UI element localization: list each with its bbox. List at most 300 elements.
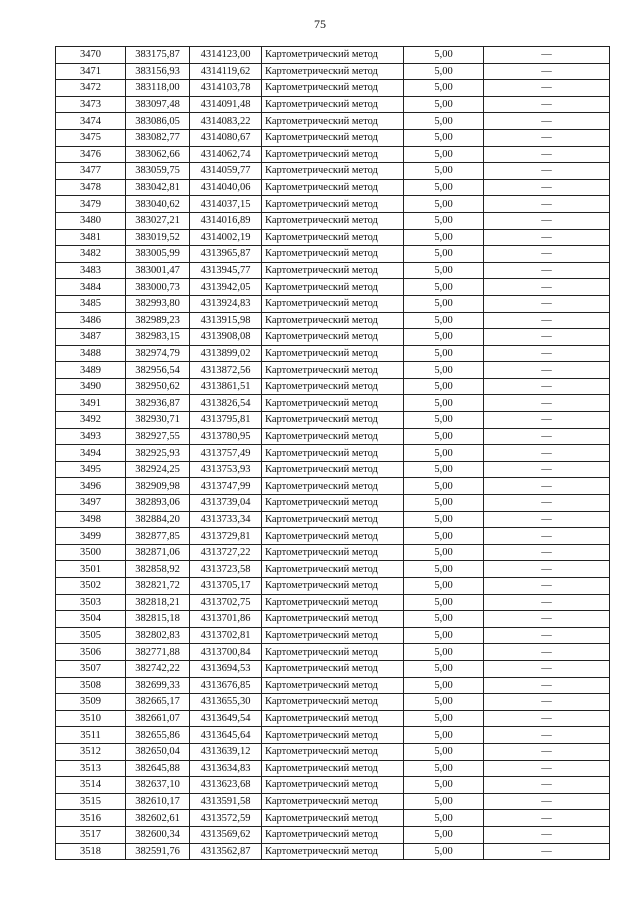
note-cell: — (484, 760, 610, 777)
x-coordinate-cell: 383005,99 (126, 246, 190, 263)
accuracy-cell: 5,00 (404, 578, 484, 595)
point-number-cell: 3478 (56, 179, 126, 196)
y-coordinate-cell: 4313965,87 (190, 246, 262, 263)
accuracy-cell: 5,00 (404, 212, 484, 229)
point-number-cell: 3502 (56, 578, 126, 595)
x-coordinate-cell: 382936,87 (126, 395, 190, 412)
table-row (56, 246, 610, 263)
note-cell: — (484, 710, 610, 727)
x-coordinate-cell: 382637,10 (126, 777, 190, 794)
y-coordinate-cell: 4313649,54 (190, 710, 262, 727)
y-coordinate-cell: 4313645,64 (190, 727, 262, 744)
x-coordinate-cell: 382699,33 (126, 677, 190, 694)
table-row (56, 544, 610, 561)
y-coordinate-cell: 4314083,22 (190, 113, 262, 130)
note-cell: — (484, 96, 610, 113)
x-coordinate-cell: 382974,79 (126, 345, 190, 362)
accuracy-cell: 5,00 (404, 163, 484, 180)
y-coordinate-cell: 4314062,74 (190, 146, 262, 163)
point-number-cell: 3479 (56, 196, 126, 213)
x-coordinate-cell: 382742,22 (126, 660, 190, 677)
accuracy-cell: 5,00 (404, 329, 484, 346)
table-row (56, 146, 610, 163)
accuracy-cell: 5,00 (404, 511, 484, 528)
point-number-cell: 3508 (56, 677, 126, 694)
method-cell: Картометрический метод (262, 412, 404, 429)
x-coordinate-cell: 383097,48 (126, 96, 190, 113)
y-coordinate-cell: 4313924,83 (190, 295, 262, 312)
accuracy-cell: 5,00 (404, 262, 484, 279)
point-number-cell: 3485 (56, 295, 126, 312)
point-number-cell: 3484 (56, 279, 126, 296)
method-cell: Картометрический метод (262, 694, 404, 711)
accuracy-cell: 5,00 (404, 495, 484, 512)
note-cell: — (484, 395, 610, 412)
method-cell: Картометрический метод (262, 660, 404, 677)
method-cell: Картометрический метод (262, 793, 404, 810)
method-cell: Картометрический метод (262, 63, 404, 80)
point-number-cell: 3509 (56, 694, 126, 711)
method-cell: Картометрический метод (262, 345, 404, 362)
x-coordinate-cell: 383175,87 (126, 47, 190, 64)
note-cell: — (484, 677, 610, 694)
point-number-cell: 3498 (56, 511, 126, 528)
x-coordinate-cell: 382924,25 (126, 461, 190, 478)
method-cell: Картометрический метод (262, 378, 404, 395)
y-coordinate-cell: 4314103,78 (190, 80, 262, 97)
accuracy-cell: 5,00 (404, 544, 484, 561)
method-cell: Картометрический метод (262, 743, 404, 760)
point-number-cell: 3504 (56, 611, 126, 628)
method-cell: Картометрический метод (262, 212, 404, 229)
method-cell: Картометрический метод (262, 129, 404, 146)
note-cell: — (484, 329, 610, 346)
table-row (56, 511, 610, 528)
x-coordinate-cell: 382993,80 (126, 295, 190, 312)
accuracy-cell: 5,00 (404, 312, 484, 329)
point-number-cell: 3516 (56, 810, 126, 827)
x-coordinate-cell: 382930,71 (126, 412, 190, 429)
note-cell: — (484, 196, 610, 213)
point-number-cell: 3476 (56, 146, 126, 163)
accuracy-cell: 5,00 (404, 644, 484, 661)
table-row (56, 295, 610, 312)
note-cell: — (484, 312, 610, 329)
note-cell: — (484, 445, 610, 462)
accuracy-cell: 5,00 (404, 743, 484, 760)
method-cell: Картометрический метод (262, 96, 404, 113)
x-coordinate-cell: 383062,66 (126, 146, 190, 163)
accuracy-cell: 5,00 (404, 445, 484, 462)
accuracy-cell: 5,00 (404, 777, 484, 794)
y-coordinate-cell: 4313562,87 (190, 843, 262, 860)
y-coordinate-cell: 4313639,12 (190, 743, 262, 760)
note-cell: — (484, 80, 610, 97)
table-row (56, 561, 610, 578)
accuracy-cell: 5,00 (404, 677, 484, 694)
point-number-cell: 3477 (56, 163, 126, 180)
method-cell: Картометрический метод (262, 246, 404, 263)
note-cell: — (484, 594, 610, 611)
table-row (56, 495, 610, 512)
note-cell: — (484, 113, 610, 130)
note-cell: — (484, 694, 610, 711)
table-row (56, 710, 610, 727)
method-cell: Картометрический метод (262, 644, 404, 661)
method-cell: Картометрический метод (262, 163, 404, 180)
table-row (56, 445, 610, 462)
accuracy-cell: 5,00 (404, 229, 484, 246)
point-number-cell: 3482 (56, 246, 126, 263)
point-number-cell: 3496 (56, 478, 126, 495)
y-coordinate-cell: 4313753,93 (190, 461, 262, 478)
table-row (56, 644, 610, 661)
accuracy-cell: 5,00 (404, 345, 484, 362)
method-cell: Картометрический метод (262, 627, 404, 644)
x-coordinate-cell: 382909,98 (126, 478, 190, 495)
y-coordinate-cell: 4313694,53 (190, 660, 262, 677)
point-number-cell: 3503 (56, 594, 126, 611)
accuracy-cell: 5,00 (404, 412, 484, 429)
note-cell: — (484, 810, 610, 827)
accuracy-cell: 5,00 (404, 760, 484, 777)
point-number-cell: 3495 (56, 461, 126, 478)
table-row (56, 113, 610, 130)
point-number-cell: 3514 (56, 777, 126, 794)
accuracy-cell: 5,00 (404, 710, 484, 727)
table-row (56, 47, 610, 64)
x-coordinate-cell: 383086,05 (126, 113, 190, 130)
method-cell: Картометрический метод (262, 495, 404, 512)
x-coordinate-cell: 382956,54 (126, 362, 190, 379)
y-coordinate-cell: 4313861,51 (190, 378, 262, 395)
table-row (56, 428, 610, 445)
note-cell: — (484, 295, 610, 312)
method-cell: Картометрический метод (262, 146, 404, 163)
table-row (56, 461, 610, 478)
y-coordinate-cell: 4313634,83 (190, 760, 262, 777)
point-number-cell: 3481 (56, 229, 126, 246)
note-cell: — (484, 279, 610, 296)
note-cell: — (484, 262, 610, 279)
method-cell: Картометрический метод (262, 113, 404, 130)
y-coordinate-cell: 4314002,19 (190, 229, 262, 246)
x-coordinate-cell: 382600,34 (126, 826, 190, 843)
note-cell: — (484, 544, 610, 561)
coordinates-table (55, 46, 610, 860)
table-row (56, 694, 610, 711)
point-number-cell: 3505 (56, 627, 126, 644)
note-cell: — (484, 378, 610, 395)
table-row (56, 179, 610, 196)
note-cell: — (484, 644, 610, 661)
y-coordinate-cell: 4313569,62 (190, 826, 262, 843)
table-row (56, 262, 610, 279)
accuracy-cell: 5,00 (404, 395, 484, 412)
note-cell: — (484, 362, 610, 379)
y-coordinate-cell: 4313733,34 (190, 511, 262, 528)
y-coordinate-cell: 4314080,67 (190, 129, 262, 146)
coordinates-table-body (56, 47, 610, 860)
point-number-cell: 3517 (56, 826, 126, 843)
note-cell: — (484, 743, 610, 760)
y-coordinate-cell: 4313700,84 (190, 644, 262, 661)
point-number-cell: 3473 (56, 96, 126, 113)
table-row (56, 611, 610, 628)
y-coordinate-cell: 4313908,08 (190, 329, 262, 346)
table-row (56, 627, 610, 644)
method-cell: Картометрический метод (262, 196, 404, 213)
table-row (56, 826, 610, 843)
accuracy-cell: 5,00 (404, 80, 484, 97)
x-coordinate-cell: 382602,61 (126, 810, 190, 827)
y-coordinate-cell: 4313676,85 (190, 677, 262, 694)
point-number-cell: 3511 (56, 727, 126, 744)
accuracy-cell: 5,00 (404, 179, 484, 196)
table-row (56, 677, 610, 694)
note-cell: — (484, 826, 610, 843)
accuracy-cell: 5,00 (404, 295, 484, 312)
accuracy-cell: 5,00 (404, 627, 484, 644)
point-number-cell: 3518 (56, 843, 126, 860)
accuracy-cell: 5,00 (404, 196, 484, 213)
x-coordinate-cell: 382950,62 (126, 378, 190, 395)
accuracy-cell: 5,00 (404, 594, 484, 611)
point-number-cell: 3499 (56, 528, 126, 545)
point-number-cell: 3501 (56, 561, 126, 578)
x-coordinate-cell: 382925,93 (126, 445, 190, 462)
accuracy-cell: 5,00 (404, 727, 484, 744)
point-number-cell: 3512 (56, 743, 126, 760)
note-cell: — (484, 63, 610, 80)
table-row (56, 362, 610, 379)
note-cell: — (484, 793, 610, 810)
x-coordinate-cell: 382661,07 (126, 710, 190, 727)
note-cell: — (484, 561, 610, 578)
note-cell: — (484, 660, 610, 677)
x-coordinate-cell: 382665,17 (126, 694, 190, 711)
table-row (56, 412, 610, 429)
note-cell: — (484, 412, 610, 429)
point-number-cell: 3492 (56, 412, 126, 429)
point-number-cell: 3491 (56, 395, 126, 412)
note-cell: — (484, 345, 610, 362)
accuracy-cell: 5,00 (404, 63, 484, 80)
table-row (56, 727, 610, 744)
x-coordinate-cell: 382877,85 (126, 528, 190, 545)
method-cell: Картометрический метод (262, 677, 404, 694)
x-coordinate-cell: 382884,20 (126, 511, 190, 528)
x-coordinate-cell: 383027,21 (126, 212, 190, 229)
method-cell: Картометрический метод (262, 611, 404, 628)
table-row (56, 760, 610, 777)
method-cell: Картометрический метод (262, 544, 404, 561)
table-row (56, 196, 610, 213)
x-coordinate-cell: 382818,21 (126, 594, 190, 611)
accuracy-cell: 5,00 (404, 694, 484, 711)
note-cell: — (484, 461, 610, 478)
note-cell: — (484, 843, 610, 860)
note-cell: — (484, 229, 610, 246)
y-coordinate-cell: 4313702,75 (190, 594, 262, 611)
x-coordinate-cell: 383059,75 (126, 163, 190, 180)
x-coordinate-cell: 382591,76 (126, 843, 190, 860)
method-cell: Картометрический метод (262, 727, 404, 744)
table-row (56, 743, 610, 760)
point-number-cell: 3494 (56, 445, 126, 462)
y-coordinate-cell: 4313942,05 (190, 279, 262, 296)
page-number: 75 (314, 17, 326, 31)
x-coordinate-cell: 382650,04 (126, 743, 190, 760)
table-row (56, 793, 610, 810)
x-coordinate-cell: 382927,55 (126, 428, 190, 445)
method-cell: Картометрический метод (262, 362, 404, 379)
note-cell: — (484, 146, 610, 163)
method-cell: Картометрический метод (262, 295, 404, 312)
point-number-cell: 3500 (56, 544, 126, 561)
y-coordinate-cell: 4313705,17 (190, 578, 262, 595)
table-row (56, 80, 610, 97)
y-coordinate-cell: 4313655,30 (190, 694, 262, 711)
accuracy-cell: 5,00 (404, 279, 484, 296)
table-row (56, 229, 610, 246)
accuracy-cell: 5,00 (404, 843, 484, 860)
x-coordinate-cell: 383000,73 (126, 279, 190, 296)
x-coordinate-cell: 382858,92 (126, 561, 190, 578)
method-cell: Картометрический метод (262, 594, 404, 611)
table-row (56, 312, 610, 329)
method-cell: Картометрический метод (262, 528, 404, 545)
point-number-cell: 3483 (56, 262, 126, 279)
point-number-cell: 3486 (56, 312, 126, 329)
accuracy-cell: 5,00 (404, 478, 484, 495)
note-cell: — (484, 511, 610, 528)
y-coordinate-cell: 4313899,02 (190, 345, 262, 362)
x-coordinate-cell: 382815,18 (126, 611, 190, 628)
table-row (56, 212, 610, 229)
y-coordinate-cell: 4313945,77 (190, 262, 262, 279)
x-coordinate-cell: 382893,06 (126, 495, 190, 512)
method-cell: Картометрический метод (262, 395, 404, 412)
y-coordinate-cell: 4314091,48 (190, 96, 262, 113)
method-cell: Картометрический метод (262, 511, 404, 528)
x-coordinate-cell: 382610,17 (126, 793, 190, 810)
method-cell: Картометрический метод (262, 80, 404, 97)
y-coordinate-cell: 4313757,49 (190, 445, 262, 462)
method-cell: Картометрический метод (262, 445, 404, 462)
x-coordinate-cell: 383156,93 (126, 63, 190, 80)
y-coordinate-cell: 4313826,54 (190, 395, 262, 412)
x-coordinate-cell: 382989,23 (126, 312, 190, 329)
note-cell: — (484, 478, 610, 495)
note-cell: — (484, 627, 610, 644)
point-number-cell: 3470 (56, 47, 126, 64)
point-number-cell: 3497 (56, 495, 126, 512)
y-coordinate-cell: 4313591,58 (190, 793, 262, 810)
table-row (56, 578, 610, 595)
x-coordinate-cell: 383040,62 (126, 196, 190, 213)
method-cell: Картометрический метод (262, 710, 404, 727)
table-row (56, 478, 610, 495)
method-cell: Картометрический метод (262, 826, 404, 843)
y-coordinate-cell: 4314040,06 (190, 179, 262, 196)
accuracy-cell: 5,00 (404, 113, 484, 130)
table-row (56, 279, 610, 296)
point-number-cell: 3490 (56, 378, 126, 395)
accuracy-cell: 5,00 (404, 826, 484, 843)
x-coordinate-cell: 383082,77 (126, 129, 190, 146)
x-coordinate-cell: 382645,88 (126, 760, 190, 777)
accuracy-cell: 5,00 (404, 810, 484, 827)
y-coordinate-cell: 4314123,00 (190, 47, 262, 64)
note-cell: — (484, 777, 610, 794)
note-cell: — (484, 246, 610, 263)
accuracy-cell: 5,00 (404, 611, 484, 628)
note-cell: — (484, 428, 610, 445)
table-row (56, 777, 610, 794)
y-coordinate-cell: 4313747,99 (190, 478, 262, 495)
y-coordinate-cell: 4313739,04 (190, 495, 262, 512)
point-number-cell: 3493 (56, 428, 126, 445)
method-cell: Картометрический метод (262, 229, 404, 246)
method-cell: Картометрический метод (262, 777, 404, 794)
y-coordinate-cell: 4313780,95 (190, 428, 262, 445)
x-coordinate-cell: 382821,72 (126, 578, 190, 595)
note-cell: — (484, 495, 610, 512)
y-coordinate-cell: 4314016,89 (190, 212, 262, 229)
table-row (56, 329, 610, 346)
accuracy-cell: 5,00 (404, 362, 484, 379)
table-row (56, 163, 610, 180)
accuracy-cell: 5,00 (404, 47, 484, 64)
table-row (56, 528, 610, 545)
accuracy-cell: 5,00 (404, 660, 484, 677)
method-cell: Картометрический метод (262, 461, 404, 478)
table-row (56, 810, 610, 827)
method-cell: Картометрический метод (262, 843, 404, 860)
y-coordinate-cell: 4313702,81 (190, 627, 262, 644)
x-coordinate-cell: 382655,86 (126, 727, 190, 744)
note-cell: — (484, 212, 610, 229)
x-coordinate-cell: 383118,00 (126, 80, 190, 97)
method-cell: Картометрический метод (262, 428, 404, 445)
accuracy-cell: 5,00 (404, 378, 484, 395)
x-coordinate-cell: 383019,52 (126, 229, 190, 246)
table-row (56, 96, 610, 113)
method-cell: Картометрический метод (262, 262, 404, 279)
table-row (56, 660, 610, 677)
y-coordinate-cell: 4313915,98 (190, 312, 262, 329)
point-number-cell: 3472 (56, 80, 126, 97)
point-number-cell: 3474 (56, 113, 126, 130)
note-cell: — (484, 163, 610, 180)
point-number-cell: 3488 (56, 345, 126, 362)
accuracy-cell: 5,00 (404, 461, 484, 478)
accuracy-cell: 5,00 (404, 246, 484, 263)
accuracy-cell: 5,00 (404, 793, 484, 810)
y-coordinate-cell: 4314037,15 (190, 196, 262, 213)
note-cell: — (484, 528, 610, 545)
table-row (56, 63, 610, 80)
point-number-cell: 3506 (56, 644, 126, 661)
method-cell: Картометрический метод (262, 47, 404, 64)
point-number-cell: 3489 (56, 362, 126, 379)
y-coordinate-cell: 4313623,68 (190, 777, 262, 794)
x-coordinate-cell: 383001,47 (126, 262, 190, 279)
table-row (56, 345, 610, 362)
accuracy-cell: 5,00 (404, 428, 484, 445)
accuracy-cell: 5,00 (404, 146, 484, 163)
